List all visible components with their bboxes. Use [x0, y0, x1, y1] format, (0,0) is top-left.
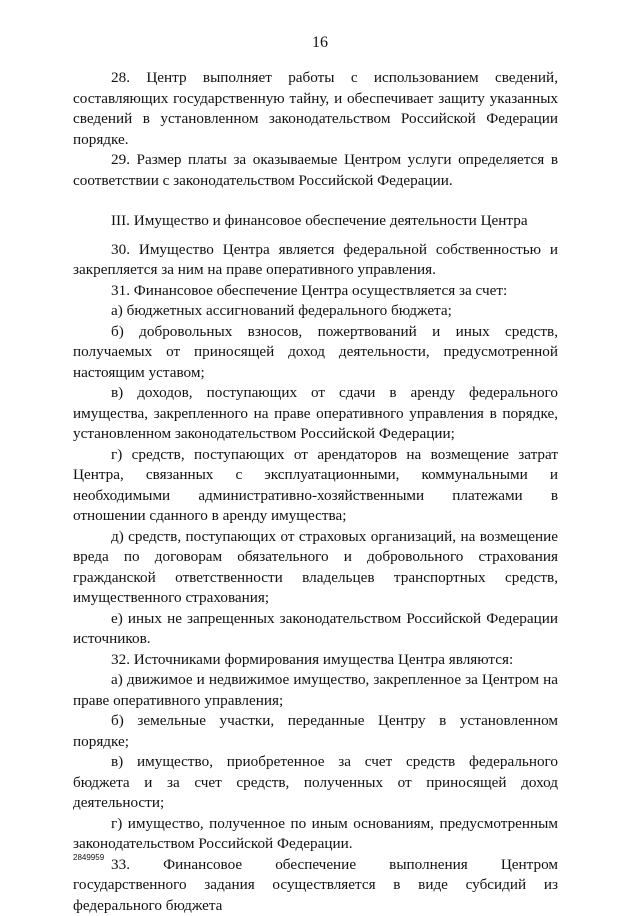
document-body: [73, 68, 558, 916]
paragraph-32: 32. Источниками формирования имущества Центра являются:: [73, 650, 558, 671]
list-item-31a: а) бюджетных ассигнований федерального бюджета;: [73, 301, 558, 322]
paragraph-31: 31. Финансовое обеспечение Центра осуществляется за счет:: [73, 281, 558, 302]
list-item-31d: д) средств, поступающих от страховых организаций, на возмещение вреда по договорам обязательного и добровольного страхования гражданской ответственности владельцев транспортных средств, имущественного страхования;: [73, 527, 558, 609]
list-item-31v: в) доходов, поступающих от сдачи в аренду федерального имущества, закрепленного на праве оперативного управления в порядке, установленном законодательством Российской Федерации;: [73, 383, 558, 445]
paragraph-28: 28. Центр выполняет работы с использованием сведений, составляющих государственную тайну, и обеспечивает защиту указанных сведений в установленном законодательством Российской Федерации порядке.: [73, 68, 558, 150]
document-code: 2849959: [73, 853, 104, 862]
list-item-32b: б) земельные участки, переданные Центру в установленном порядке;: [73, 711, 558, 752]
section-heading: III. Имущество и финансовое обеспечение деятельности Центра: [73, 211, 558, 232]
list-item-32g: г) имущество, полученное по иным основаниям, предусмотренным законодательством Российской Федерации.: [73, 814, 558, 855]
list-item-31g: г) средств, поступающих от арендаторов на возмещение затрат Центра, связанных с эксплуатационными, коммунальными и необходимыми административно-хозяйственными платежами в отношении сданного в аренду имущества;: [73, 445, 558, 527]
list-item-31b: б) добровольных взносов, пожертвований и иных средств, получаемых от приносящей доход деятельности, предусмотренной настоящим уставом;: [73, 322, 558, 384]
page-number: 16: [0, 34, 640, 52]
paragraph-29: 29. Размер платы за оказываемые Центром услуги определяется в соответствии с законодательством Российской Федерации.: [73, 150, 558, 191]
list-item-32v: в) имущество, приобретенное за счет средств федерального бюджета и за счет средств, полученных от приносящей доход деятельности;: [73, 752, 558, 814]
list-item-32a: а) движимое и недвижимое имущество, закрепленное за Центром на праве оперативного управления;: [73, 670, 558, 711]
list-item-31e: е) иных не запрещенных законодательством Российской Федерации источников.: [73, 609, 558, 650]
paragraph-30: 30. Имущество Центра является федеральной собственностью и закрепляется за ним на праве оперативного управления.: [73, 240, 558, 281]
paragraph-33: 33. Финансовое обеспечение выполнения Центром государственного задания осуществляется в виде субсидий из федерального бюджета: [73, 855, 558, 916]
